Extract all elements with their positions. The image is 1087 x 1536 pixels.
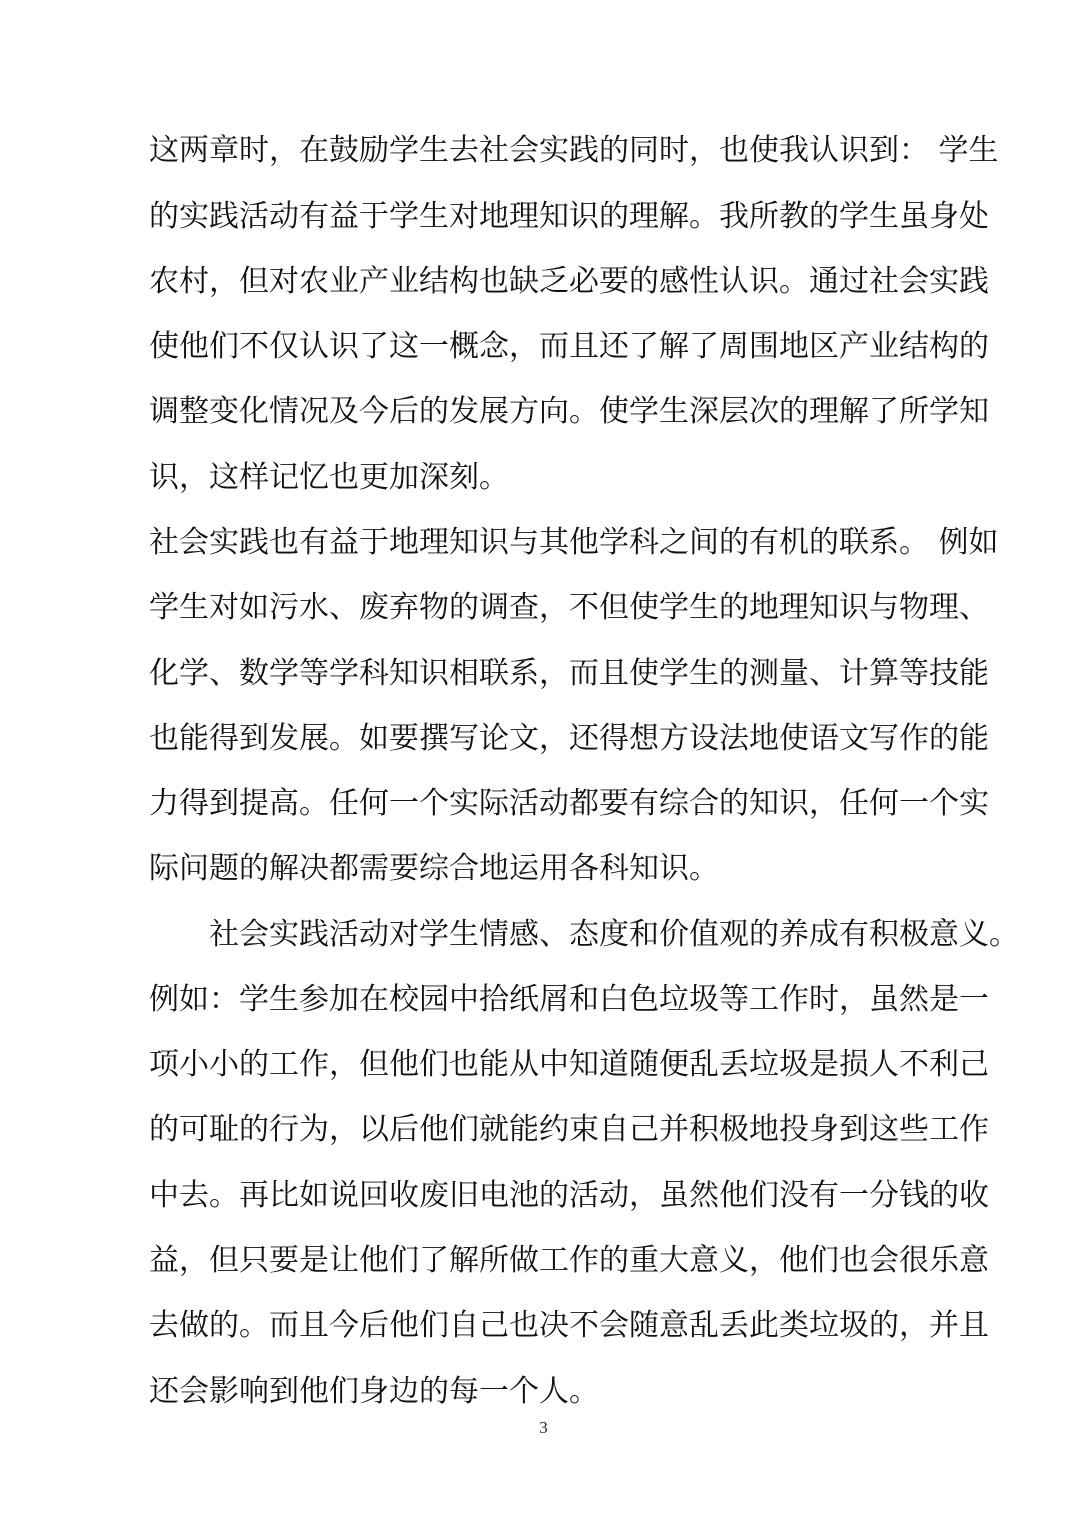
paragraph-1-line-3: 农村，但对农业产业结构也缺乏必要的感性认识。通过社会实践: [149, 264, 989, 299]
paragraph-1-line-6: 识，这样记忆也更加深刻。: [149, 460, 509, 495]
page-number: 3: [539, 1418, 548, 1437]
paragraph-2-line-3: 化学、数学等学科知识相联系，而且使学生的测量、计算等技能: [149, 656, 989, 691]
paragraph-1-line-4: 使他们不仅认识了这一概念，而且还了解了周围地区产业结构的: [149, 329, 989, 364]
paragraph-3-line-3: 项小小的工作，但他们也能从中知道随便乱丢垃圾是损人不利己: [149, 1047, 989, 1082]
paragraph-2-line-6: 际问题的解决都需要综合地运用各科知识。: [149, 851, 719, 886]
paragraph-3-line-5: 中去。再比如说回收废旧电池的活动，虽然他们没有一分钱的收: [149, 1178, 989, 1213]
paragraph-3-line-1: 社会实践活动对学生情感、态度和价值观的养成有积极意义。: [209, 917, 1019, 952]
paragraph-2-line-2: 学生对如污水、废弃物的调查，不但使学生的地理知识与物理、: [149, 590, 989, 625]
paragraph-3-line-2: 例如：学生参加在校园中拾纸屑和白色垃圾等工作时，虽然是一: [149, 982, 989, 1017]
paragraph-3-line-7: 去做的。而且今后他们自己也决不会随意乱丢此类垃圾的，并且: [149, 1308, 989, 1343]
paragraph-3-line-6: 益，但只要是让他们了解所做工作的重大意义，他们也会很乐意: [149, 1243, 989, 1278]
paragraph-2-line-4: 也能得到发展。如要撰写论文，还得想方设法地使语文写作的能: [149, 721, 989, 756]
paragraph-1-line-2: 的实践活动有益于学生对地理知识的理解。我所教的学生虽身处: [149, 199, 989, 234]
paragraph-1-line-5: 调整变化情况及今后的发展方向。使学生深层次的理解了所学知: [149, 394, 989, 429]
paragraph-1-line-1: 这两章时，在鼓励学生去社会实践的同时，也使我认识到： 学生: [149, 133, 999, 168]
paragraph-3-line-8: 还会影响到他们身边的每一个人。: [149, 1374, 599, 1409]
paragraph-2-line-5: 力得到提高。任何一个实际活动都要有综合的知识，任何一个实: [149, 786, 989, 821]
paragraph-2-line-1: 社会实践也有益于地理知识与其他学科之间的有机的联系。 例如: [149, 525, 999, 560]
paragraph-3-line-4: 的可耻的行为，以后他们就能约束自己并积极地投身到这些工作: [149, 1112, 989, 1147]
